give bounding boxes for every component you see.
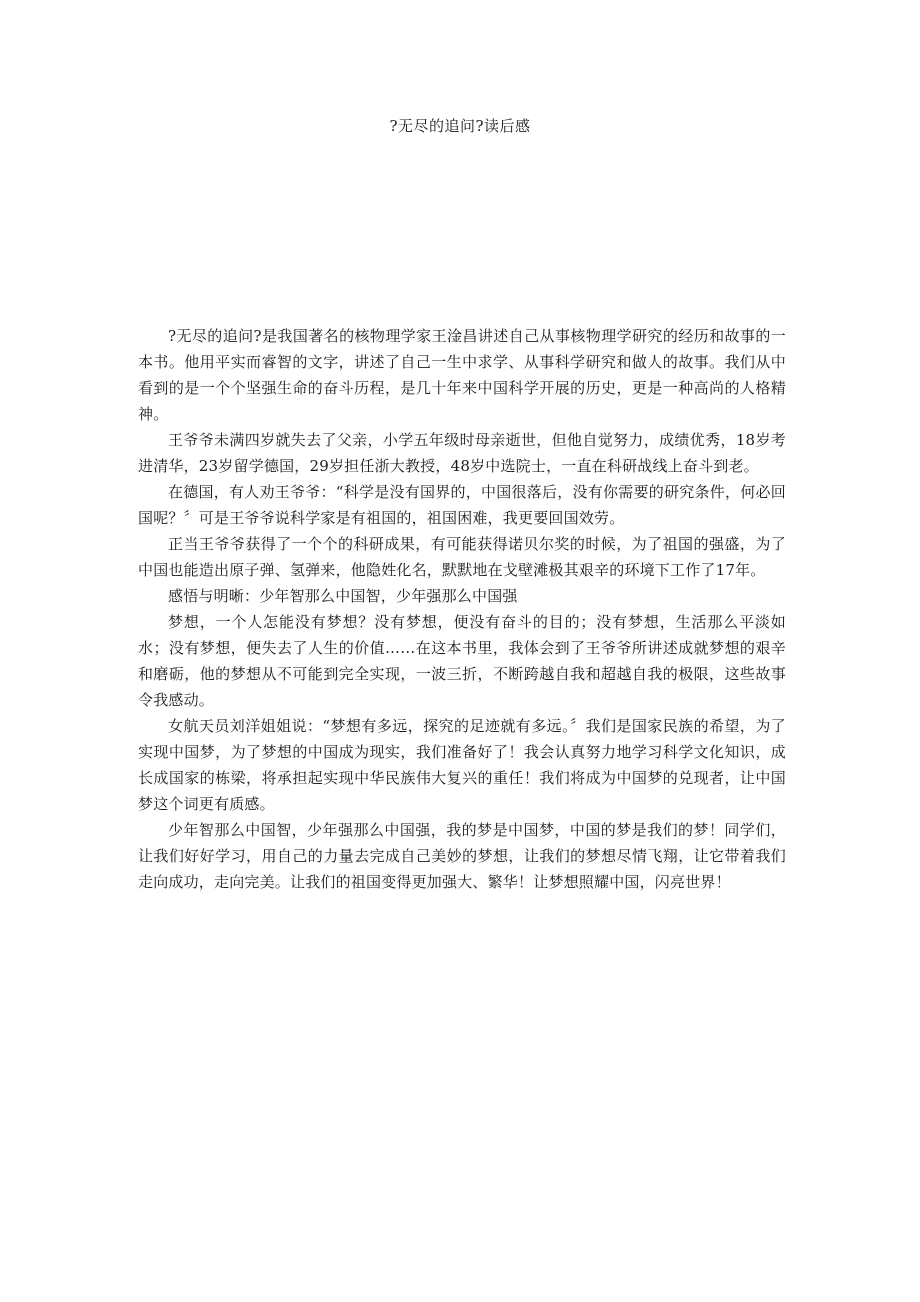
paragraph-astronaut: 女航天员刘洋姐姐说：“梦想有多远，探究的足迹就有多远。〞我们是国家民族的希望，为了实现中国梦，为了梦想的中国成为现实，我们准备好了！我会认真努力地学习科学文化知识，成长成国家的栋梁，将承担起实现中华民族伟大复兴的重任！我们将成为中国梦的兑现者，让中国梦这个词更有质感。	[138, 717, 786, 813]
paragraph-biography: 王爷爷未满四岁就失去了父亲，小学五年级时母亲逝世，但他自觉努力，成绩优秀，18岁考进清华，23岁留学德国，29岁担任浙大教授，48岁中选院士，一直在科研战线上奋斗到老。	[138, 431, 786, 475]
paragraph-dream: 梦想，一个人怎能没有梦想？没有梦想，便没有奋斗的目的；没有梦想，生活那么平淡如水；没有梦想，便失去了人生的价值……在这本书里，我体会到了王爷爷所讲述成就梦想的艰辛和磨砺，他的梦想从不可能到完全实现，一波三折，不断跨越自我和超越自我的极限，这些故事令我感动。	[138, 613, 786, 709]
paragraph-research: 正当王爷爷获得了一个个的科研成果，有可能获得诺贝尔奖的时候，为了祖国的强盛，为了中国也能造出原子弹、氢弹来，他隐姓化名，默默地在戈壁滩极其艰辛的环境下工作了17年。	[138, 535, 786, 579]
paragraph-germany: 在德国，有人劝王爷爷：“科学是没有国界的，中国很落后，没有你需要的研究条件，何必回国呢？〞可是王爷爷说科学家是有祖国的，祖国困难，我更要回国效劳。	[138, 483, 786, 527]
document-title: ?无尽的追问?读后感	[389, 117, 531, 135]
paragraph-intro: ?无尽的追问?是我国著名的核物理学家王淦昌讲述自己从事核物理学研究的经历和故事的一本书。他用平实而睿智的文字，讲述了自己一生中求学、从事科学研究和做人的故事。我们从中看到的是一个个坚强生命的奋斗历程，是几十年来中国科学开展的历史，更是一种高尚的人格精神。	[138, 327, 786, 423]
document-body	[138, 323, 786, 895]
paragraph-conclusion: 少年智那么中国智，少年强那么中国强，我的梦是中国梦，中国的梦是我们的梦！同学们，让我们好好学习，用自己的力量去完成自己美妙的梦想，让我们的梦想尽情飞翔，让它带着我们走向成功，走向完美。让我们的祖国变得更加强大、繁华！让梦想照耀中国，闪亮世界！	[138, 821, 786, 891]
paragraph-reflection-heading: 感悟与明晰：少年智那么中国智，少年强那么中国强	[168, 587, 518, 605]
